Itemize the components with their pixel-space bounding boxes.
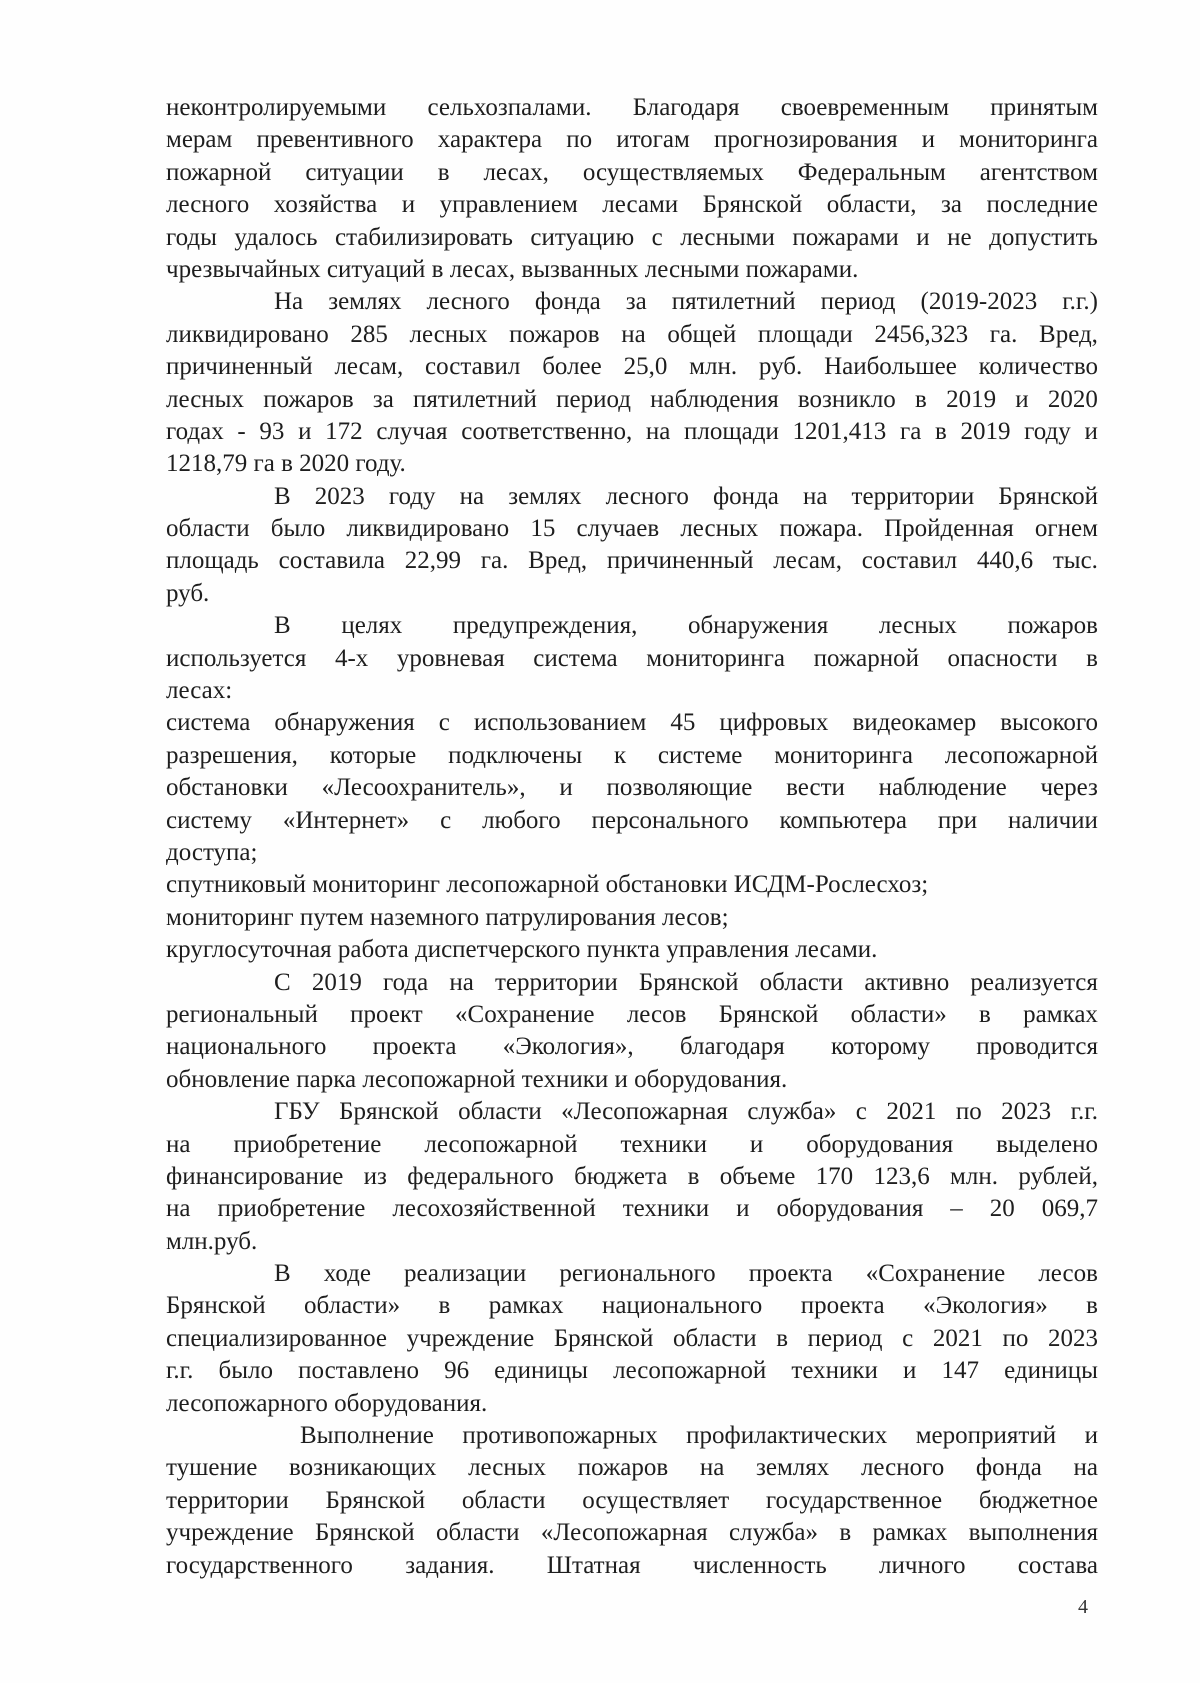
text-line: площадь составила 22,99 га. Вред, причиненный лесам, составил 440,6 тыс.	[166, 547, 1098, 575]
text-line: 1218,79 га в 2020 году.	[166, 450, 406, 478]
text-line: учреждение Брянской области «Лесопожарная служба» в рамках выполнения	[166, 1519, 1098, 1547]
text-line: причиненный лесам, составил более 25,0 млн. руб. Наибольшее количество	[166, 353, 1098, 381]
text-line: государственного задания. Штатная численность личного состава	[166, 1551, 1098, 1579]
text-line: В ходе реализации регионального проекта «Сохранение лесов	[274, 1260, 1098, 1288]
text-line: Брянской области» в рамках национального проекта «Экология» в	[166, 1292, 1098, 1320]
text-line: ликвидировано 285 лесных пожаров на общей площади 2456,323 га. Вред,	[166, 320, 1098, 348]
text-line: система обнаружения с использованием 45 цифровых видеокамер высокого	[166, 709, 1098, 737]
text-line: В 2023 году на землях лесного фонда на территории Брянской	[274, 482, 1098, 510]
text-line: лесных пожаров за пятилетний период наблюдения возникло в 2019 и 2020	[166, 385, 1098, 413]
text-line: ГБУ Брянской области «Лесопожарная служба» с 2021 по 2023 г.г.	[274, 1098, 1098, 1126]
text-line: финансирование из федерального бюджета в объеме 170 123,6 млн. рублей,	[166, 1162, 1098, 1190]
text-line: неконтролируемыми сельхозпалами. Благодаря своевременным принятым	[166, 94, 1098, 121]
text-line: мониторинг путем наземного патрулирования лесов;	[166, 903, 729, 931]
text-line: территории Брянской области осуществляет государственное бюджетное	[166, 1486, 1098, 1514]
page-number: 4	[1078, 1596, 1088, 1618]
text-line: лесах:	[166, 677, 233, 705]
text-line: мерам превентивного характера по итогам прогнозирования и мониторинга	[166, 126, 1098, 154]
text-line: млн.руб.	[166, 1227, 258, 1255]
text-line: на приобретение лесопожарной техники и оборудования выделено	[166, 1130, 1098, 1158]
text-line: тушение возникающих лесных пожаров на землях лесного фонда на	[166, 1454, 1098, 1482]
text-line: лесопожарного оборудования.	[166, 1389, 488, 1417]
text-line: круглосуточная работа диспетчерского пункта управления лесами.	[166, 936, 878, 964]
text-line: области было ликвидировано 15 случаев лесных пожара. Пройденная огнем	[166, 515, 1098, 543]
text-line: систему «Интернет» с любого персонального компьютера при наличии	[166, 806, 1098, 834]
text-line: разрешения, которые подключены к системе мониторинга лесопожарной	[166, 741, 1098, 769]
text-line: доступа;	[166, 838, 258, 866]
document-body-text	[166, 92, 1098, 1582]
text-line: обстановки «Лесоохранитель», и позволяющие вести наблюдение через	[166, 774, 1098, 802]
text-line: спутниковый мониторинг лесопожарной обстановки ИСДМ-Рослесхоз;	[166, 871, 929, 899]
text-line: лесного хозяйства и управлением лесами Брянской области, за последние	[166, 191, 1098, 219]
text-line: годы удалось стабилизировать ситуацию с лесными пожарами и не допустить	[166, 223, 1098, 251]
text-line: специализированное учреждение Брянской области в период с 2021 по 2023	[166, 1324, 1098, 1352]
text-line: на приобретение лесохозяйственной техники и оборудования – 20 069,7	[166, 1195, 1098, 1223]
text-line: годах - 93 и 172 случая соответственно, на площади 1201,413 га в 2019 году и	[166, 417, 1098, 445]
text-line: пожарной ситуации в лесах, осуществляемых Федеральным агентством	[166, 158, 1098, 186]
text-line: На землях лесного фонда за пятилетний период (2019-2023 г.г.)	[274, 288, 1098, 316]
text-line: обновление парка лесопожарной техники и оборудования.	[166, 1065, 788, 1093]
text-line: С 2019 года на территории Брянской области активно реализуется	[274, 968, 1098, 996]
text-line: используется 4-х уровневая система мониторинга пожарной опасности в	[166, 644, 1098, 672]
text-line: чрезвычайных ситуаций в лесах, вызванных лесными пожарами.	[166, 255, 859, 283]
text-line: национального проекта «Экология», благодаря которому проводится	[166, 1033, 1098, 1061]
text-line: В целях предупреждения, обнаружения лесных пожаров	[274, 612, 1098, 640]
text-line: региональный проект «Сохранение лесов Брянской области» в рамках	[166, 1000, 1098, 1028]
text-line: Выполнение противопожарных профилактических мероприятий и	[300, 1422, 1098, 1450]
text-line: руб.	[166, 579, 210, 607]
text-line: г.г. было поставлено 96 единицы лесопожарной техники и 147 единицы	[166, 1357, 1098, 1385]
